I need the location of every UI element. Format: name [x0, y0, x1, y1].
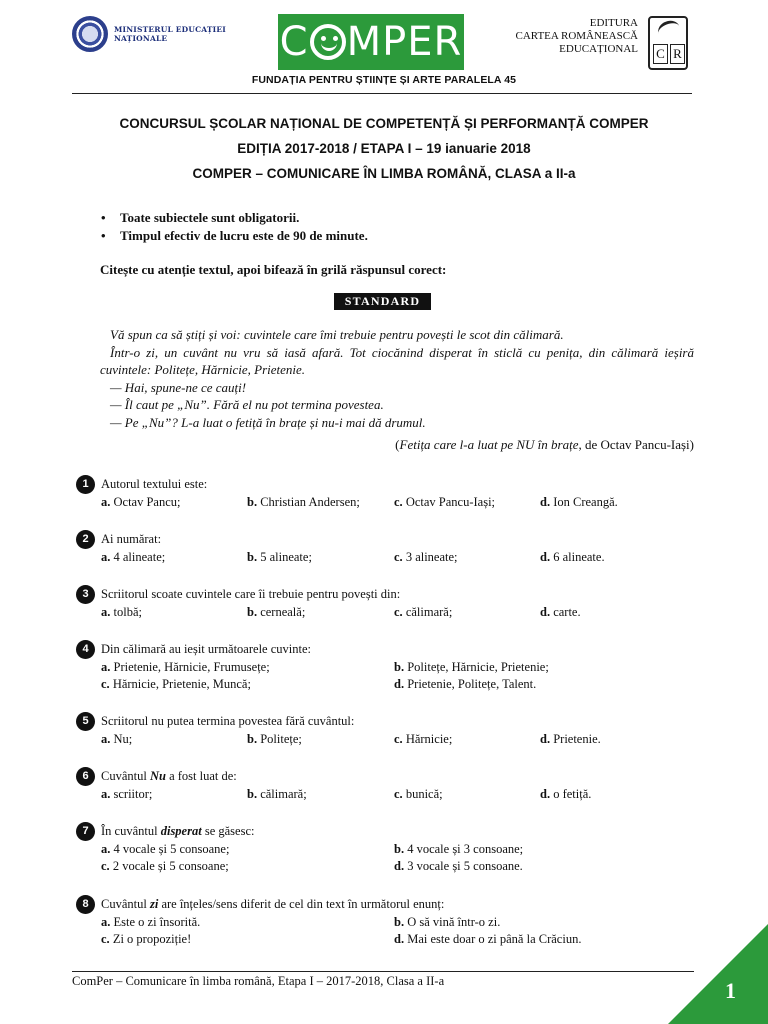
page-corner-triangle — [668, 924, 768, 1024]
page-header — [0, 0, 768, 96]
question-number-badge: 6 — [76, 767, 95, 786]
logo-letter-c: C — [279, 19, 309, 65]
question-text: În cuvântul disperat se găsesc: — [101, 824, 255, 838]
option-d[interactable]: d. 3 vocale și 5 consoane. — [394, 859, 523, 873]
smiley-icon — [310, 24, 346, 60]
contest-subject: COMPER – COMUNICARE ÎN LIMBA ROMÂNĂ, CLASA a II-a — [192, 166, 576, 181]
story-paragraph: Vă spun ca să știți și voi: cuvintele care îmi trebuie pentru povești le scot din călimară. — [110, 327, 564, 342]
ministry-logo — [72, 16, 226, 52]
header-divider — [72, 93, 692, 94]
publisher-line-2: CARTEA ROMÂNEASCĂ — [515, 30, 638, 42]
exam-rules — [100, 209, 368, 245]
ministry-line-2: NAȚIONALE — [114, 34, 168, 43]
question-text: Cuvântul zi are înțeles/sens diferit de cel din text în următorul enunț: — [101, 897, 445, 911]
story-text — [100, 326, 694, 432]
contest-titles — [0, 115, 768, 190]
question-number-badge: 8 — [76, 895, 95, 914]
contest-edition: EDIȚIA 2017-2018 / ETAPA I – 19 ianuarie 2018 — [237, 141, 531, 156]
question-number-badge: 4 — [76, 640, 95, 659]
story-dialogue: — Pe „Nu”? L-a luat o fetiță în brațe și nu-i mai dă drumul. — [110, 414, 426, 430]
question-number-badge: 2 — [76, 530, 95, 549]
publisher-logo-letter-c: C — [653, 44, 668, 64]
option-a[interactable]: a. Prietenie, Hărnicie, Frumusețe; — [101, 660, 270, 674]
option-a[interactable]: a. tolbă; — [101, 605, 142, 619]
option-d[interactable]: d. Prietenie, Politețe, Talent. — [394, 677, 537, 691]
option-c[interactable]: c. Octav Pancu-Iași; — [394, 495, 496, 509]
story-dialogue: — Îl caut pe „Nu”. Fără el nu pot termina povestea. — [110, 397, 384, 413]
option-d[interactable]: d. 6 alineate. — [540, 550, 605, 564]
question-number-badge: 5 — [76, 712, 95, 731]
comper-logo — [278, 14, 464, 70]
foundation-name: FUNDAȚIA PENTRU ȘTIINȚE ȘI ARTE PARALELA 45 — [251, 74, 517, 86]
logo-letters-mper: MPER — [346, 19, 463, 65]
option-b[interactable]: b. 5 alineate; — [247, 550, 312, 564]
option-a[interactable]: a. Nu; — [101, 732, 133, 746]
ministry-seal-icon — [72, 16, 108, 52]
option-c[interactable]: c. 3 alineate; — [394, 550, 458, 564]
question-text: Scriitorul scoate cuvintele care îi trebuie pentru povești din: — [101, 587, 401, 601]
quill-icon — [656, 18, 683, 42]
option-d[interactable]: d. o fetiță. — [540, 787, 592, 801]
option-b[interactable]: b. Politețe, Hărnicie, Prietenie; — [394, 660, 549, 674]
option-b[interactable]: b. cerneală; — [247, 605, 306, 619]
option-b[interactable]: b. Politețe; — [247, 732, 302, 746]
option-b[interactable]: b. Christian Andersen; — [247, 495, 360, 509]
reading-instruction: Citește cu atenție textul, apoi bifează în grilă răspunsul corect: — [100, 262, 447, 277]
footer-text: ComPer – Comunicare în limba română, Etapa I – 2017-2018, Clasa a II-a — [72, 974, 445, 988]
question-text: Cuvântul Nu a fost luat de: — [101, 769, 237, 783]
rule-item: • Timpul efectiv de lucru este de 90 de minute. — [100, 227, 368, 245]
option-c[interactable]: c. Zi o propoziție! — [101, 932, 192, 946]
publisher-line-1: EDITURA — [589, 17, 638, 29]
question-text: Din călimară au ieșit următoarele cuvinte: — [101, 642, 311, 656]
option-b[interactable]: b. 4 vocale și 3 consoane; — [394, 842, 524, 856]
story-dialogue: — Hai, spune-ne ce cauți! — [110, 379, 247, 395]
option-a[interactable]: a. 4 vocale și 5 consoane; — [101, 842, 230, 856]
option-c[interactable]: c. 2 vocale și 5 consoane; — [101, 859, 229, 873]
question-number-badge: 1 — [76, 475, 95, 494]
option-a[interactable]: a. Este o zi însorită. — [101, 915, 201, 929]
story-source — [100, 437, 694, 453]
footer-divider — [72, 971, 694, 972]
option-a[interactable]: a. 4 alineate; — [101, 550, 166, 564]
option-c[interactable]: c. Hărnicie, Prietenie, Muncă; — [101, 677, 251, 691]
ministry-line-1: MINISTERUL EDUCAȚIEI — [114, 25, 226, 34]
option-c[interactable]: c. Hărnicie; — [394, 732, 453, 746]
option-b[interactable]: b. O să vină într-o zi. — [394, 915, 501, 929]
source-author: , de Octav Pancu-Iași) — [578, 437, 694, 452]
option-c[interactable]: c. bunică; — [394, 787, 443, 801]
option-d[interactable]: d. carte. — [540, 605, 581, 619]
question-text: Scriitorul nu putea termina povestea fără cuvântul: — [101, 714, 355, 728]
page-number: 1 — [725, 978, 736, 1003]
standard-label: STANDARD — [334, 293, 431, 310]
publisher-name — [516, 17, 639, 56]
option-a[interactable]: a. scriitor; — [101, 787, 153, 801]
publisher-logo-letter-r: R — [670, 44, 685, 64]
question-text: Ai numărat: — [101, 532, 162, 546]
option-d[interactable]: d. Prietenie. — [540, 732, 601, 746]
story-paragraph: Într-o zi, un cuvânt nu vru să iasă afară. Tot ciocănind disperat în sticlă cu penița, din călimară ieșiră cuvintele: Politețe, Hărnicie, Prietenie. — [100, 344, 694, 378]
option-a[interactable]: a. Octav Pancu; — [101, 495, 181, 509]
question-text: Autorul textului este: — [101, 477, 208, 491]
contest-title: CONCURSUL ȘCOLAR NAȚIONAL DE COMPETENȚĂ ȘI PERFORMANȚĂ COMPER — [119, 116, 649, 131]
source-open-paren: ( — [395, 437, 400, 452]
ministry-name — [114, 25, 226, 43]
option-c[interactable]: c. călimară; — [394, 605, 453, 619]
question-number-badge: 3 — [76, 585, 95, 604]
publisher-logo — [648, 16, 688, 70]
option-b[interactable]: b. călimară; — [247, 787, 307, 801]
source-title: Fetița care l-a luat pe NU în brațe — [399, 437, 579, 452]
rule-item: • Toate subiectele sunt obligatorii. — [100, 209, 368, 227]
publisher-line-3: EDUCAȚIONAL — [559, 43, 638, 55]
option-d[interactable]: d. Mai este doar o zi până la Crăciun. — [394, 932, 582, 946]
option-d[interactable]: d. Ion Creangă. — [540, 495, 618, 509]
question-number-badge: 7 — [76, 822, 95, 841]
